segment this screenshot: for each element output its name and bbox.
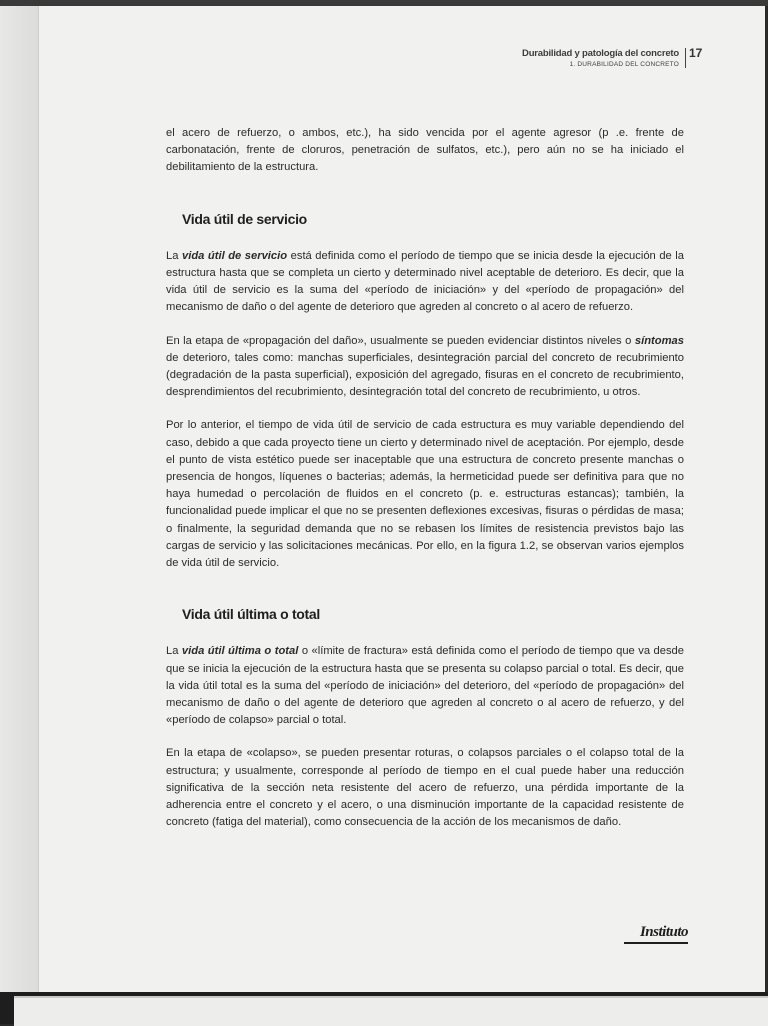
next-page-edge bbox=[14, 996, 768, 1026]
paragraph-damage-propagation: En la etapa de «propagación del daño», usualmente se pueden evidenciar distintos niveles o síntomas de deterioro, tales como: manchas superficiales, desintegración parcial del concreto de recubrimiento (degradación de la pasta superficial), exposición del agregado, fisuras en el concreto de recubrimiento, desprendimientos del recubrimiento, desintegración total del concreto de recubrimiento, u otros. bbox=[166, 334, 684, 399]
paragraph-service-life-variability: Por lo anterior, el tiempo de vida útil de servicio de cada estructura es muy variable dependiendo del caso, debido a que cada proyecto tiene un cierto y determinado nivel de aceptación. Por ejemplo, desde el punto de vista estético puede ser inaceptable que una estructura de concreto presente manchas o presencia de hongos, líquenes o bacterias; además, la hermeticidad puede ser definitiva para que no haya humedad o percolación de fluidos en el concreto (p. e. estructuras estancas); también, la funcionalidad puede implicar el que no se presenten deflexiones excesivas, fisuras o pérdidas de masa; o finalmente, la seguridad demanda que no se rebasen los límites de resistencia previstos bajo las cargas de servicio y las solicitaciones mecánicas. Por ello, en la figura 1.2, se observan varios ejemplos de vida útil de servicio. bbox=[166, 419, 684, 570]
intro-paragraph: el acero de refuerzo, o ambos, etc.), ha sido vencida por el agente agresor (p .e. frente de carbonatación, frente de cloruros, penetración de sulfatos, etc.), pero aún no se ha iniciado el debilitamiento de la estructura. bbox=[166, 127, 684, 174]
paragraph-service-life-definition: La vida útil de servicio está definida como el período de tiempo que se inicia desde la ejecución de la estructura hasta que se completa un cierto y determinado nivel aceptable de deterioro. Es decir, que la vida útil de servicio es la suma del «período de iniciación» y del «período de propagación» del mecanismo de daño o del agente de deterioro que agreden al concreto o al acero de refuerzo. bbox=[166, 249, 684, 314]
logo-underline bbox=[624, 942, 688, 944]
page-number: 17 bbox=[689, 46, 703, 60]
body-text bbox=[166, 125, 684, 848]
keyword-total-life: vida útil última o total bbox=[181, 645, 299, 658]
paragraph-total-life-definition: La vida útil última o total o «límite de fractura» está definida como el período de tiempo que va desde que se inicia la ejecución de la estructura hasta que se presenta su colapso parcial o total. Es decir, que la vida útil total es la suma del «período de iniciación» del deterioro, del «período de propagación» del mecanismo de daño o del agente de deterioro que agreden al concreto o al acero de refuerzo, y del «período de colapso» parcial o total. bbox=[166, 645, 684, 727]
paragraph-collapse-stage: En la etapa de «colapso», se pueden presentar roturas, o colapsos parciales o el colapso total de la estructura; y usualmente, corresponde al período de tiempo en el cual puede haber una reducción significativa de la sección neta resistente del acero de refuerzo, una pérdida importante de la adherencia entre el concreto y el acero, o una disminución importante de la capacidad resistente de concreto (fatiga del material), como consecuencia de la acción de los mecanismos de daño. bbox=[166, 747, 684, 829]
book-gutter bbox=[0, 6, 38, 992]
keyword-symptoms: síntomas bbox=[634, 334, 684, 347]
section-heading-service-life: Vida útil de servicio bbox=[182, 210, 307, 227]
running-header bbox=[522, 48, 686, 68]
header-chapter: 1. DURABILIDAD DEL CONCRETO bbox=[569, 61, 679, 68]
logo-wordmark: Instituto bbox=[639, 924, 688, 940]
section-heading-total-life: Vida útil última o total bbox=[182, 606, 320, 623]
header-title: Durabilidad y patología del concreto bbox=[522, 48, 679, 59]
publisher-logo bbox=[624, 924, 688, 944]
keyword-service-life: vida útil de servicio bbox=[181, 249, 288, 262]
